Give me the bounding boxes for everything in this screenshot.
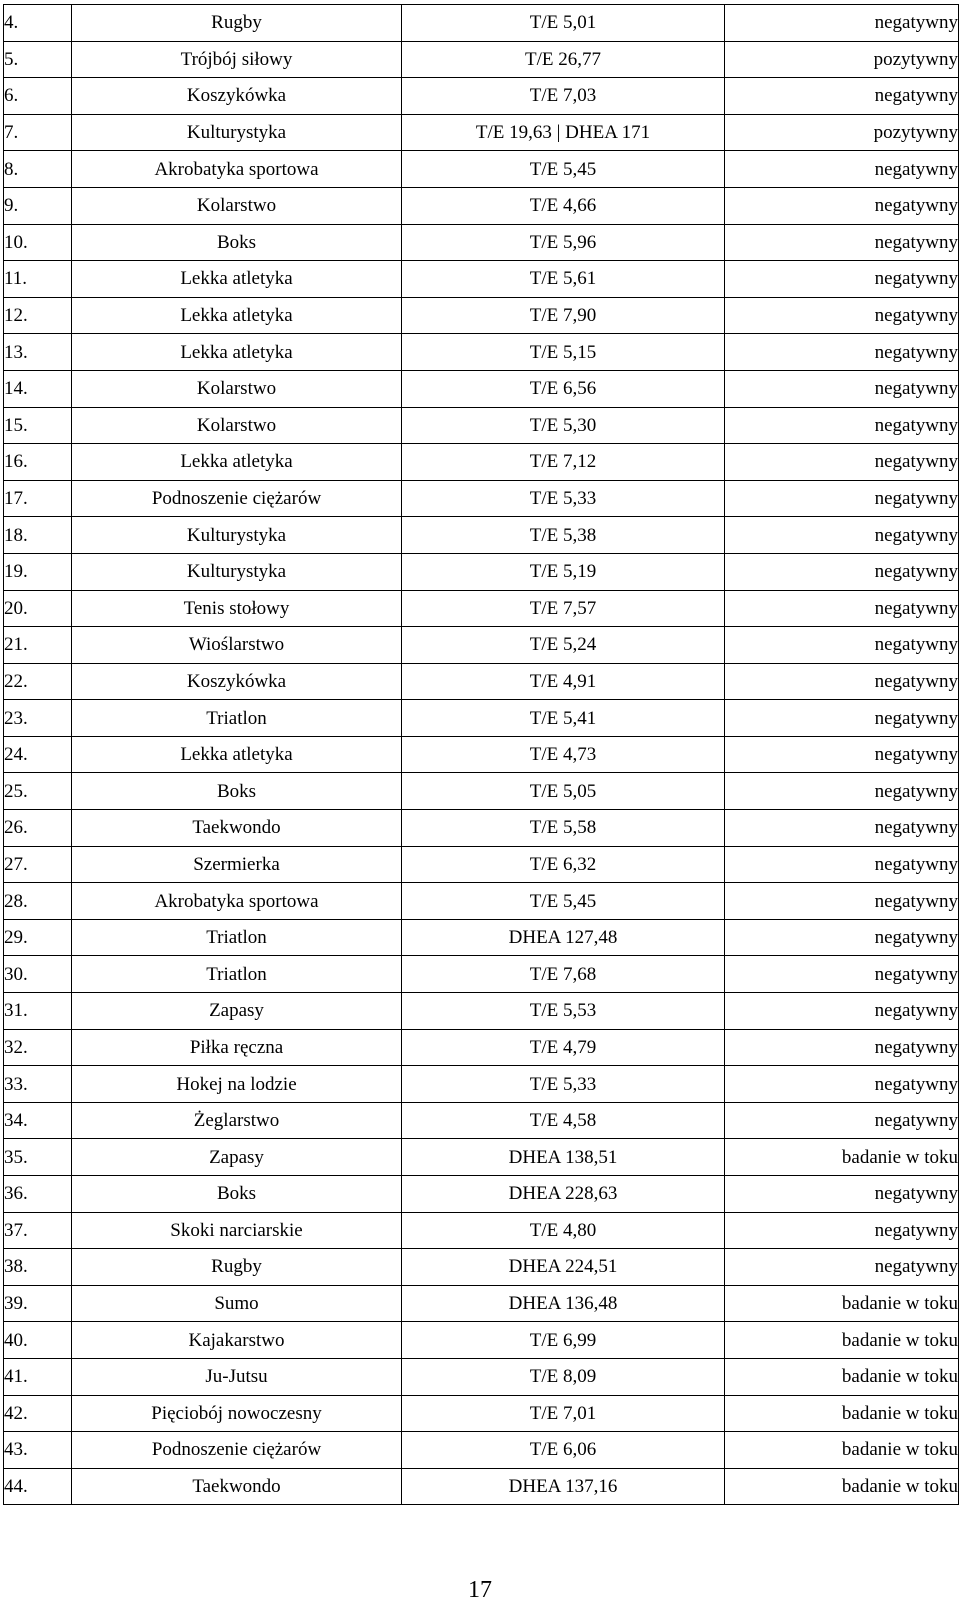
sport-cell: Triatlon [72,919,402,956]
table-row [4,956,959,993]
sport-cell: Taekwondo [72,810,402,847]
sport-cell: Kolarstwo [72,370,402,407]
result-cell: negatywny [725,1176,959,1213]
row-number: 28. [4,883,72,920]
table-row [4,517,959,554]
row-number: 29. [4,919,72,956]
value-cell: T/E 5,15 [402,334,725,371]
value-cell: T/E 4,91 [402,663,725,700]
sport-cell: Trójbój siłowy [72,41,402,78]
table-row [4,41,959,78]
value-cell: T/E 5,58 [402,810,725,847]
row-number: 7. [4,114,72,151]
row-number: 39. [4,1285,72,1322]
table-row [4,1212,959,1249]
page-number: 17 [468,1577,492,1603]
row-number: 17. [4,480,72,517]
table-row [4,736,959,773]
table-row [4,883,959,920]
value-cell: DHEA 127,48 [402,919,725,956]
sport-cell: Skoki narciarskie [72,1212,402,1249]
result-cell: negatywny [725,663,959,700]
sport-cell: Zapasy [72,993,402,1030]
value-cell: DHEA 136,48 [402,1285,725,1322]
value-cell: T/E 6,32 [402,846,725,883]
value-cell: T/E 5,96 [402,224,725,261]
result-cell: negatywny [725,151,959,188]
value-cell: T/E 5,41 [402,700,725,737]
sport-cell: Szermierka [72,846,402,883]
value-cell: T/E 5,30 [402,407,725,444]
result-cell: negatywny [725,736,959,773]
value-cell: T/E 26,77 [402,41,725,78]
result-cell: badanie w toku [725,1468,959,1505]
result-cell: negatywny [725,5,959,42]
table-row [4,1029,959,1066]
row-number: 15. [4,407,72,444]
result-cell: negatywny [725,956,959,993]
row-number: 30. [4,956,72,993]
sport-cell: Podnoszenie ciężarów [72,480,402,517]
table-row [4,444,959,481]
row-number: 37. [4,1212,72,1249]
row-number: 4. [4,5,72,42]
result-cell: badanie w toku [725,1139,959,1176]
sport-cell: Hokej na lodzie [72,1066,402,1103]
value-cell: DHEA 228,63 [402,1176,725,1213]
row-number: 40. [4,1322,72,1359]
sport-cell: Boks [72,224,402,261]
result-cell: negatywny [725,590,959,627]
value-cell: T/E 4,66 [402,187,725,224]
row-number: 38. [4,1249,72,1286]
table-row [4,1395,959,1432]
table-row [4,1432,959,1469]
table-row [4,1468,959,1505]
value-cell: T/E 5,45 [402,151,725,188]
row-number: 31. [4,993,72,1030]
result-cell: negatywny [725,1212,959,1249]
value-cell: T/E 7,01 [402,1395,725,1432]
row-number: 12. [4,297,72,334]
table-row [4,700,959,737]
table-row [4,919,959,956]
row-number: 43. [4,1432,72,1469]
table-row [4,1176,959,1213]
sport-cell: Koszykówka [72,663,402,700]
result-cell: negatywny [725,224,959,261]
result-cell: negatywny [725,1102,959,1139]
value-cell: T/E 5,05 [402,773,725,810]
row-number: 26. [4,810,72,847]
sport-cell: Sumo [72,1285,402,1322]
result-cell: badanie w toku [725,1395,959,1432]
value-cell: T/E 7,03 [402,78,725,115]
value-cell: T/E 7,68 [402,956,725,993]
sport-cell: Koszykówka [72,78,402,115]
sport-cell: Kulturystyka [72,114,402,151]
sport-cell: Lekka atletyka [72,736,402,773]
value-cell: DHEA 224,51 [402,1249,725,1286]
sport-cell: Piłka ręczna [72,1029,402,1066]
table-row [4,846,959,883]
table-row [4,407,959,444]
row-number: 19. [4,553,72,590]
value-cell: T/E 8,09 [402,1358,725,1395]
value-cell: T/E 4,79 [402,1029,725,1066]
sport-cell: Podnoszenie ciężarów [72,1432,402,1469]
row-number: 36. [4,1176,72,1213]
result-cell: negatywny [725,700,959,737]
sport-cell: Akrobatyka sportowa [72,883,402,920]
row-number: 8. [4,151,72,188]
sport-cell: Akrobatyka sportowa [72,151,402,188]
value-cell: T/E 7,57 [402,590,725,627]
results-table-body [4,5,959,1505]
result-cell: negatywny [725,480,959,517]
table-row [4,187,959,224]
value-cell: T/E 5,33 [402,1066,725,1103]
table-row [4,480,959,517]
value-cell: T/E 4,58 [402,1102,725,1139]
value-cell: T/E 5,61 [402,261,725,298]
sport-cell: Pięciobój nowoczesny [72,1395,402,1432]
sport-cell: Rugby [72,1249,402,1286]
sport-cell: Lekka atletyka [72,334,402,371]
sport-cell: Kajakarstwo [72,1322,402,1359]
value-cell: T/E 5,24 [402,627,725,664]
sport-cell: Lekka atletyka [72,444,402,481]
value-cell: T/E 6,99 [402,1322,725,1359]
value-cell: DHEA 138,51 [402,1139,725,1176]
result-cell: badanie w toku [725,1432,959,1469]
table-row [4,5,959,42]
table-row [4,370,959,407]
table-row [4,773,959,810]
value-cell: T/E 5,33 [402,480,725,517]
sport-cell: Wioślarstwo [72,627,402,664]
row-number: 34. [4,1102,72,1139]
result-cell: negatywny [725,444,959,481]
table-row [4,297,959,334]
table-row [4,810,959,847]
table-row [4,627,959,664]
table-row [4,151,959,188]
result-cell: negatywny [725,407,959,444]
value-cell: T/E 5,01 [402,5,725,42]
value-cell: T/E 7,12 [402,444,725,481]
row-number: 5. [4,41,72,78]
row-number: 35. [4,1139,72,1176]
sport-cell: Rugby [72,5,402,42]
table-row [4,114,959,151]
result-cell: negatywny [725,78,959,115]
sport-cell: Lekka atletyka [72,297,402,334]
value-cell: T/E 19,63 | DHEA 171 [402,114,725,151]
row-number: 25. [4,773,72,810]
result-cell: negatywny [725,261,959,298]
table-row [4,224,959,261]
table-row [4,1322,959,1359]
sport-cell: Kulturystyka [72,553,402,590]
table-row [4,590,959,627]
row-number: 23. [4,700,72,737]
result-cell: negatywny [725,553,959,590]
result-cell: badanie w toku [725,1285,959,1322]
result-cell: negatywny [725,517,959,554]
sport-cell: Zapasy [72,1139,402,1176]
result-cell: pozytywny [725,114,959,151]
value-cell: DHEA 137,16 [402,1468,725,1505]
sport-cell: Lekka atletyka [72,261,402,298]
row-number: 22. [4,663,72,700]
result-cell: negatywny [725,370,959,407]
table-row [4,1285,959,1322]
result-cell: badanie w toku [725,1358,959,1395]
row-number: 10. [4,224,72,261]
result-cell: negatywny [725,919,959,956]
result-cell: negatywny [725,1066,959,1103]
sport-cell: Żeglarstwo [72,1102,402,1139]
row-number: 13. [4,334,72,371]
value-cell: T/E 4,73 [402,736,725,773]
sport-cell: Ju-Jutsu [72,1358,402,1395]
value-cell: T/E 6,56 [402,370,725,407]
table-row [4,1066,959,1103]
result-cell: pozytywny [725,41,959,78]
sport-cell: Kulturystyka [72,517,402,554]
value-cell: T/E 7,90 [402,297,725,334]
table-row [4,993,959,1030]
sport-cell: Boks [72,1176,402,1213]
table-row [4,553,959,590]
sport-cell: Tenis stołowy [72,590,402,627]
row-number: 32. [4,1029,72,1066]
result-cell: negatywny [725,297,959,334]
value-cell: T/E 6,06 [402,1432,725,1469]
row-number: 27. [4,846,72,883]
sport-cell: Boks [72,773,402,810]
result-cell: negatywny [725,187,959,224]
result-cell: negatywny [725,846,959,883]
result-cell: negatywny [725,993,959,1030]
row-number: 33. [4,1066,72,1103]
row-number: 11. [4,261,72,298]
table-row [4,1139,959,1176]
result-cell: negatywny [725,773,959,810]
row-number: 6. [4,78,72,115]
result-cell: negatywny [725,1029,959,1066]
row-number: 9. [4,187,72,224]
sport-cell: Taekwondo [72,1468,402,1505]
row-number: 20. [4,590,72,627]
table-row [4,1102,959,1139]
result-cell: negatywny [725,1249,959,1286]
table-row [4,1358,959,1395]
value-cell: T/E 5,53 [402,993,725,1030]
row-number: 16. [4,444,72,481]
row-number: 41. [4,1358,72,1395]
result-cell: negatywny [725,627,959,664]
results-table [3,4,959,1505]
table-row [4,78,959,115]
result-cell: negatywny [725,810,959,847]
sport-cell: Kolarstwo [72,407,402,444]
table-row [4,1249,959,1286]
table-row [4,261,959,298]
result-cell: negatywny [725,334,959,371]
sport-cell: Triatlon [72,956,402,993]
sport-cell: Kolarstwo [72,187,402,224]
table-row [4,663,959,700]
row-number: 42. [4,1395,72,1432]
row-number: 21. [4,627,72,664]
value-cell: T/E 4,80 [402,1212,725,1249]
value-cell: T/E 5,38 [402,517,725,554]
row-number: 24. [4,736,72,773]
value-cell: T/E 5,19 [402,553,725,590]
row-number: 18. [4,517,72,554]
result-cell: badanie w toku [725,1322,959,1359]
sport-cell: Triatlon [72,700,402,737]
row-number: 44. [4,1468,72,1505]
value-cell: T/E 5,45 [402,883,725,920]
table-row [4,334,959,371]
result-cell: negatywny [725,883,959,920]
row-number: 14. [4,370,72,407]
